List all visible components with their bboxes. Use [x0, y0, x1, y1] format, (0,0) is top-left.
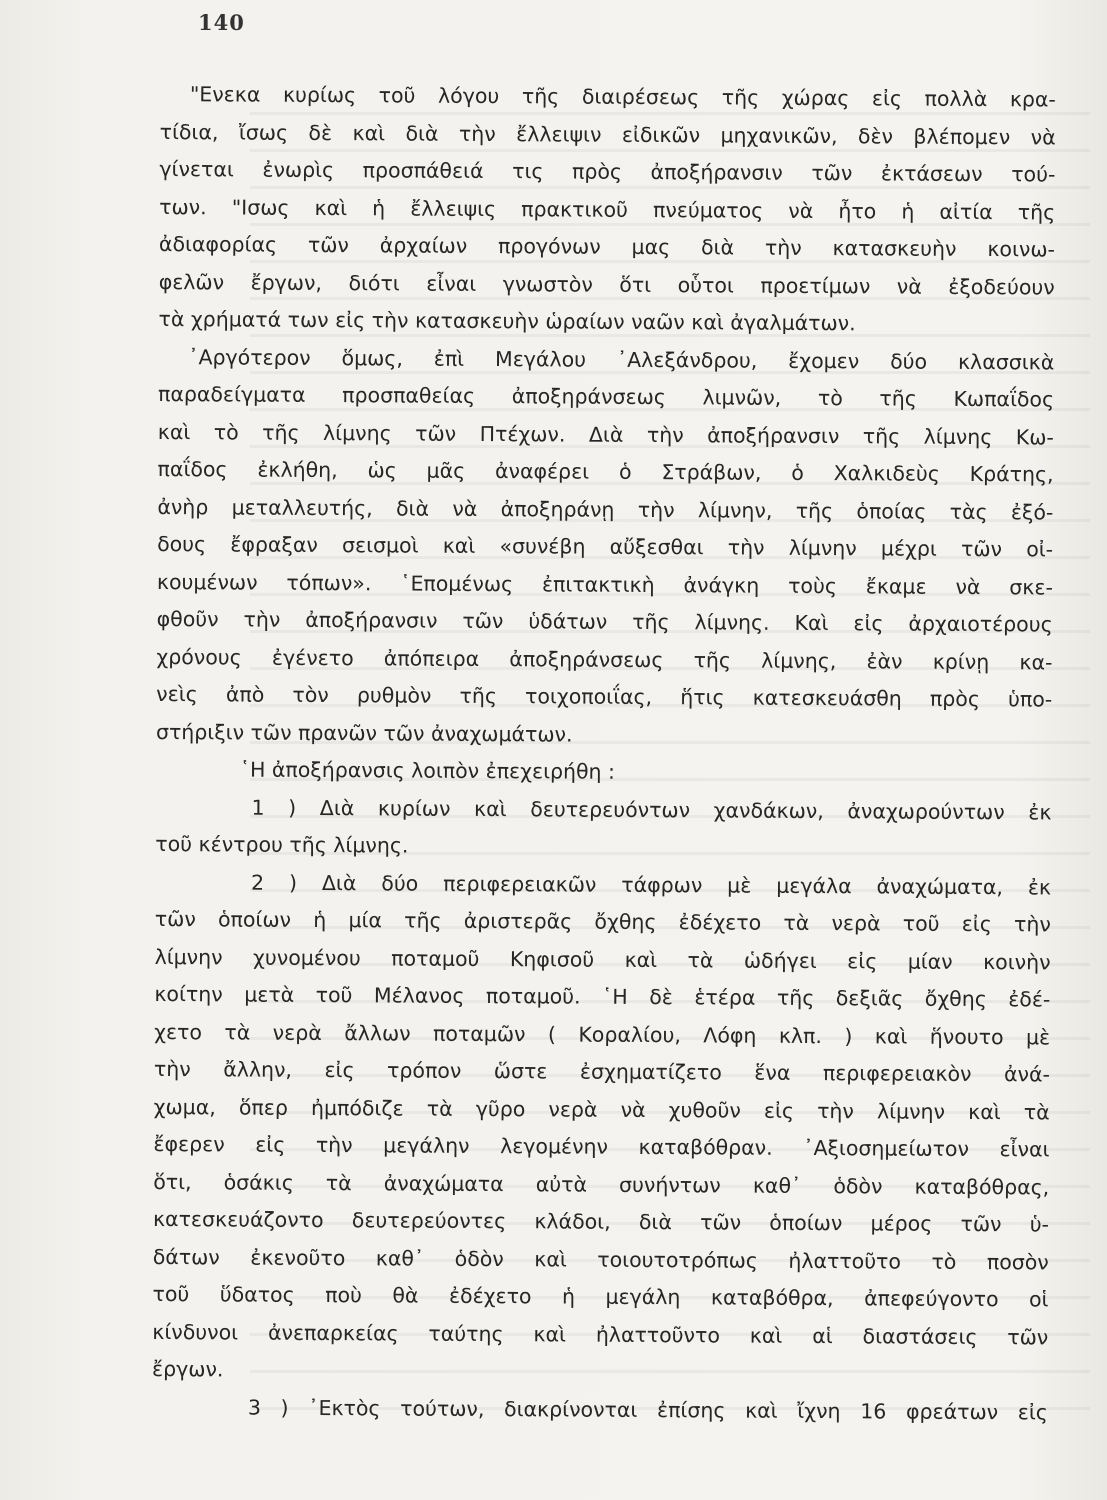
text-line: καὶ τὸ τῆς λίμνης τῶν Πτέχων. Διὰ τὴν ἀποξήρανσιν τῆς λίμνης Κω- — [157, 419, 1054, 449]
text-line: κοίτην μετὰ τοῦ Μέλανος ποταμοῦ. ῾Η δὲ ἑτέρα τῆς δεξιᾶς ὄχθης ἐδέ- — [154, 981, 1051, 1012]
text-line: παραδείγματα προσπαθείας ἀποξηράνσεως λιμνῶν, τὸ τῆς Κωπαΐδος — [157, 381, 1055, 412]
text-line: τὴν ἄλλην, εἰς τρόπον ὥστε ἐσχηματίζετο ἕνα περιφερειακὸν ἀνά- — [153, 1056, 1050, 1087]
text-line: 3 ) ᾿Εκτὸς τούτων, διακρίνονται ἐπίσης καὶ ἴχνη 16 φρεάτων εἰς — [247, 1395, 1048, 1424]
text-line: δους ἔφραξαν σεισμοὶ καὶ «συνέβη αὔξεσθαι τὴν λίμνην μέχρι τῶν οἰ- — [157, 531, 1054, 562]
text-line: ᾿Αργότερον ὅμως, ἐπὶ Μεγάλου ᾿Αλεξάνδρου, ἔχομεν δύο κλασσικὰ — [188, 344, 1055, 374]
text-line: νεὶς ἀπὸ τὸν ρυθμὸν τῆς τοιχοποιΐας, ἥτις κατεσκευάσθη πρὸς ὑπο- — [156, 681, 1053, 712]
text-line: των. "Ισως καὶ ἡ ἔλλειψις πρακτικοῦ πνεύματος νὰ ἦτο ἡ αἰτία τῆς — [159, 194, 1056, 224]
text-line: τίδια, ἴσως δὲ καὶ διὰ τὴν ἔλλειψιν εἰδικῶν μηχανικῶν, δὲν βλέπομεν νὰ — [159, 119, 1056, 149]
text-line: φελῶν ἔργων, διότι εἶναι γνωστὸν ὅτι οὗτοι προετίμων νὰ ἐξοδεύουν — [158, 269, 1055, 299]
text-line: τῶν ὁποίων ἡ μία τῆς ἀριστερᾶς ὄχθης ἐδέχετο τὰ νερὰ τοῦ εἰς τὴν — [154, 906, 1051, 937]
text-line: 2 ) Διὰ δύο περιφερειακῶν τάφρων μὲ μεγάλα ἀναχώματα, ἐκ — [251, 870, 1052, 899]
text-line: ὅτι, ὁσάκις τὰ ἀναχώματα αὐτὰ συνήντων καθ᾿ ὁδὸν καταβόθρας, — [153, 1169, 1050, 1199]
text-line: τοῦ ὕδατος ποὺ θὰ ἐδέχετο ἡ μεγάλη καταβόθρα, ἀπεφεύγοντο οἱ — [152, 1281, 1049, 1312]
text-line: ἔργων. — [152, 1356, 224, 1382]
text-line: παΐδος ἐκλήθη, ὡς μᾶς ἀναφέρει ὁ Στράβων, ὁ Χαλκιδεὺς Κράτης, — [157, 456, 1054, 487]
body-text — [152, 76, 1056, 1431]
text-line: κίνδυνοι ἀνεπαρκείας ταύτης καὶ ἠλαττοῦντο καὶ αἱ διαστάσεις τῶν — [152, 1319, 1049, 1349]
text-line: κουμένων τόπων». ῾Επομένως ἐπιτακτικὴ ἀνάγκη τοὺς ἔκαμε νὰ σκε- — [156, 569, 1053, 599]
text-line: ἀδιαφορίας τῶν ἀρχαίων προγόνων μας διὰ τὴν κατασκευὴν κοινω- — [158, 231, 1056, 262]
text-line: δάτων ἐκενοῦτο καθ᾿ ὁδὸν καὶ τοιουτοτρόπως ἠλαττοῦτο τὸ ποσὸν — [152, 1244, 1049, 1274]
text-line: "Ενεκα κυρίως τοῦ λόγου τῆς διαιρέσεως τῆς χώρας εἰς πολλὰ κρα- — [189, 82, 1056, 112]
text-line: τὰ χρήματά των εἰς τὴν κατασκευὴν ὡραίων ναῶν καὶ ἀγαλμάτων. — [158, 306, 856, 336]
text-line: λίμνην χυνομένου ποταμοῦ Κηφισοῦ καὶ τὰ ὡδήγει εἰς μίαν κοινὴν — [154, 944, 1051, 974]
text-line: στήριξιν τῶν πρανῶν τῶν ἀναχωμάτων. — [155, 719, 573, 747]
text-line: τοῦ κέντρου τῆς λίμνης. — [155, 831, 409, 858]
text-line: φθοῦν τὴν ἀποξήρανσιν τῶν ὑδάτων τῆς λίμνης. Καὶ εἰς ἀρχαιοτέρους — [156, 606, 1053, 637]
text-line: κατεσκευάζοντο δευτερεύοντες κλάδοι, διὰ τῶν ὁποίων μέρος τῶν ὑ- — [152, 1206, 1050, 1237]
text-line: χετο τὰ νερὰ ἄλλων ποταμῶν ( Κοραλίου, Λόφη κλπ. ) καὶ ἥνουτο μὲ — [154, 1019, 1051, 1049]
text-line: χρόνους ἐγένετο ἀπόπειρα ἀποξηράνσεως τῆς λίμνης, ἐὰν κρίνῃ κα- — [156, 644, 1053, 674]
text-line: γίνεται ἐνωρὶς προσπάθειά τις πρὸς ἀποξήρανσιν τῶν ἐκτάσεων τού- — [159, 156, 1056, 187]
text-line: ἀνὴρ μεταλλευτής, διὰ νὰ ἀποξηράνῃ τὴν λίμνην, τῆς ὁποίας τὰς ἐξό- — [157, 494, 1054, 524]
text-line: 1 ) Διὰ κυρίων καὶ δευτερευόντων χανδάκων, ἀναχωρούντων ἐκ — [251, 795, 1052, 824]
page-number: 140 — [198, 10, 245, 35]
text-line: χωμα, ὅπερ ἠμπόδιζε τὰ γῦρο νερὰ νὰ χυθοῦν εἰς τὴν λίμνην καὶ τὰ — [153, 1094, 1050, 1124]
text-line: ἔφερεν εἰς τὴν μεγάλην λεγομένην καταβόθραν. ᾿Αξιοσημείωτον εἶναι — [153, 1131, 1050, 1162]
text-line: ῾Η ἀποξήρανσις λοιπὸν ἐπεχειρήθη : — [239, 757, 616, 784]
